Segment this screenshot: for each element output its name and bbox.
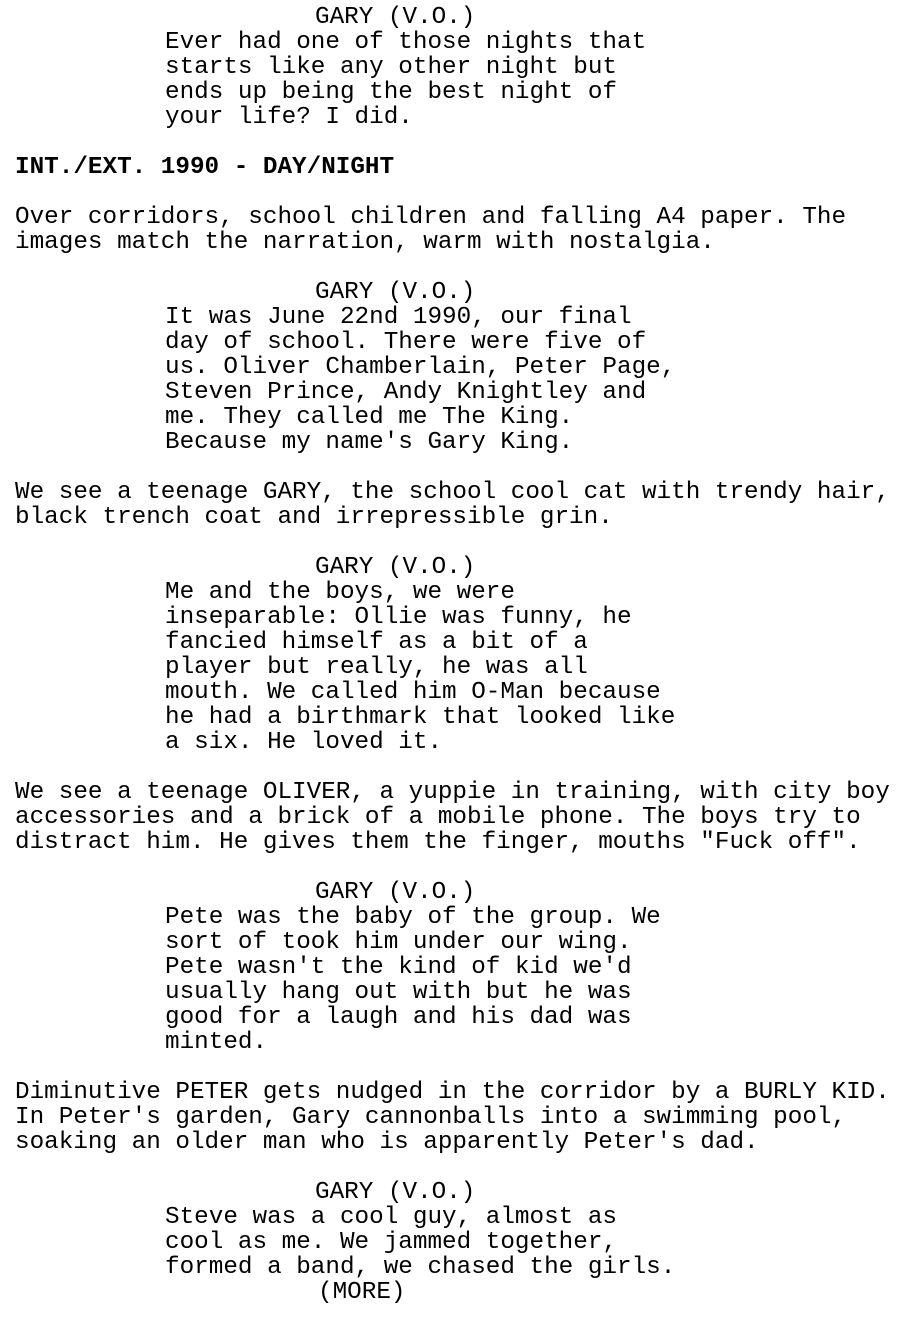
character-cue: GARY (V.O.) [315, 1179, 476, 1206]
dialogue: Pete was the baby of the group. We sort of took him under our wing. Pete wasn't the kind of kid we'd usually hang out with but he was good for a laugh and his dad was minted. [165, 904, 661, 1056]
action: Over corridors, school children and falling A4 paper. The images match the narration, warm with nostalgia. [15, 204, 847, 256]
action: Diminutive PETER gets nudged in the corridor by a BURLY KID. In Peter's garden, Gary cannonballs into a swimming pool, soaking an older man who is apparently Peter's dad. [15, 1079, 890, 1156]
character-cue: GARY (V.O.) [315, 4, 476, 31]
scene-heading: INT./EXT. 1990 - DAY/NIGHT [15, 154, 395, 181]
action: We see a teenage OLIVER, a yuppie in training, with city boy accessories and a brick of a mobile phone. The boys try to distract him. He gives them the finger, mouths "Fuck off". [15, 779, 890, 856]
dialogue: Me and the boys, we were inseparable: Ollie was funny, he fancied himself as a bit of a player but really, he was all mouth. We called him O-Man because he had a birthmark that looked like a six. He loved it. [165, 579, 676, 756]
action: We see a teenage GARY, the school cool cat with trendy hair, black trench coat and irrepressible grin. [15, 479, 890, 531]
dialogue: Ever had one of those nights that starts like any other night but ends up being the best night of your life? I did. [165, 29, 647, 131]
dialogue: Steve was a cool guy, almost as cool as me. We jammed together, formed a band, we chased the girls. [165, 1204, 676, 1281]
more-marker: (MORE) [318, 1279, 406, 1306]
character-cue: GARY (V.O.) [315, 554, 476, 581]
character-cue: GARY (V.O.) [315, 879, 476, 906]
screenplay-page [15, 5, 911, 1305]
character-cue: GARY (V.O.) [315, 279, 476, 306]
dialogue: It was June 22nd 1990, our final day of school. There were five of us. Oliver Chamberlain, Peter Page, Steven Prince, Andy Knightley and me. They called me The King. Because my name's Gary King. [165, 304, 676, 456]
